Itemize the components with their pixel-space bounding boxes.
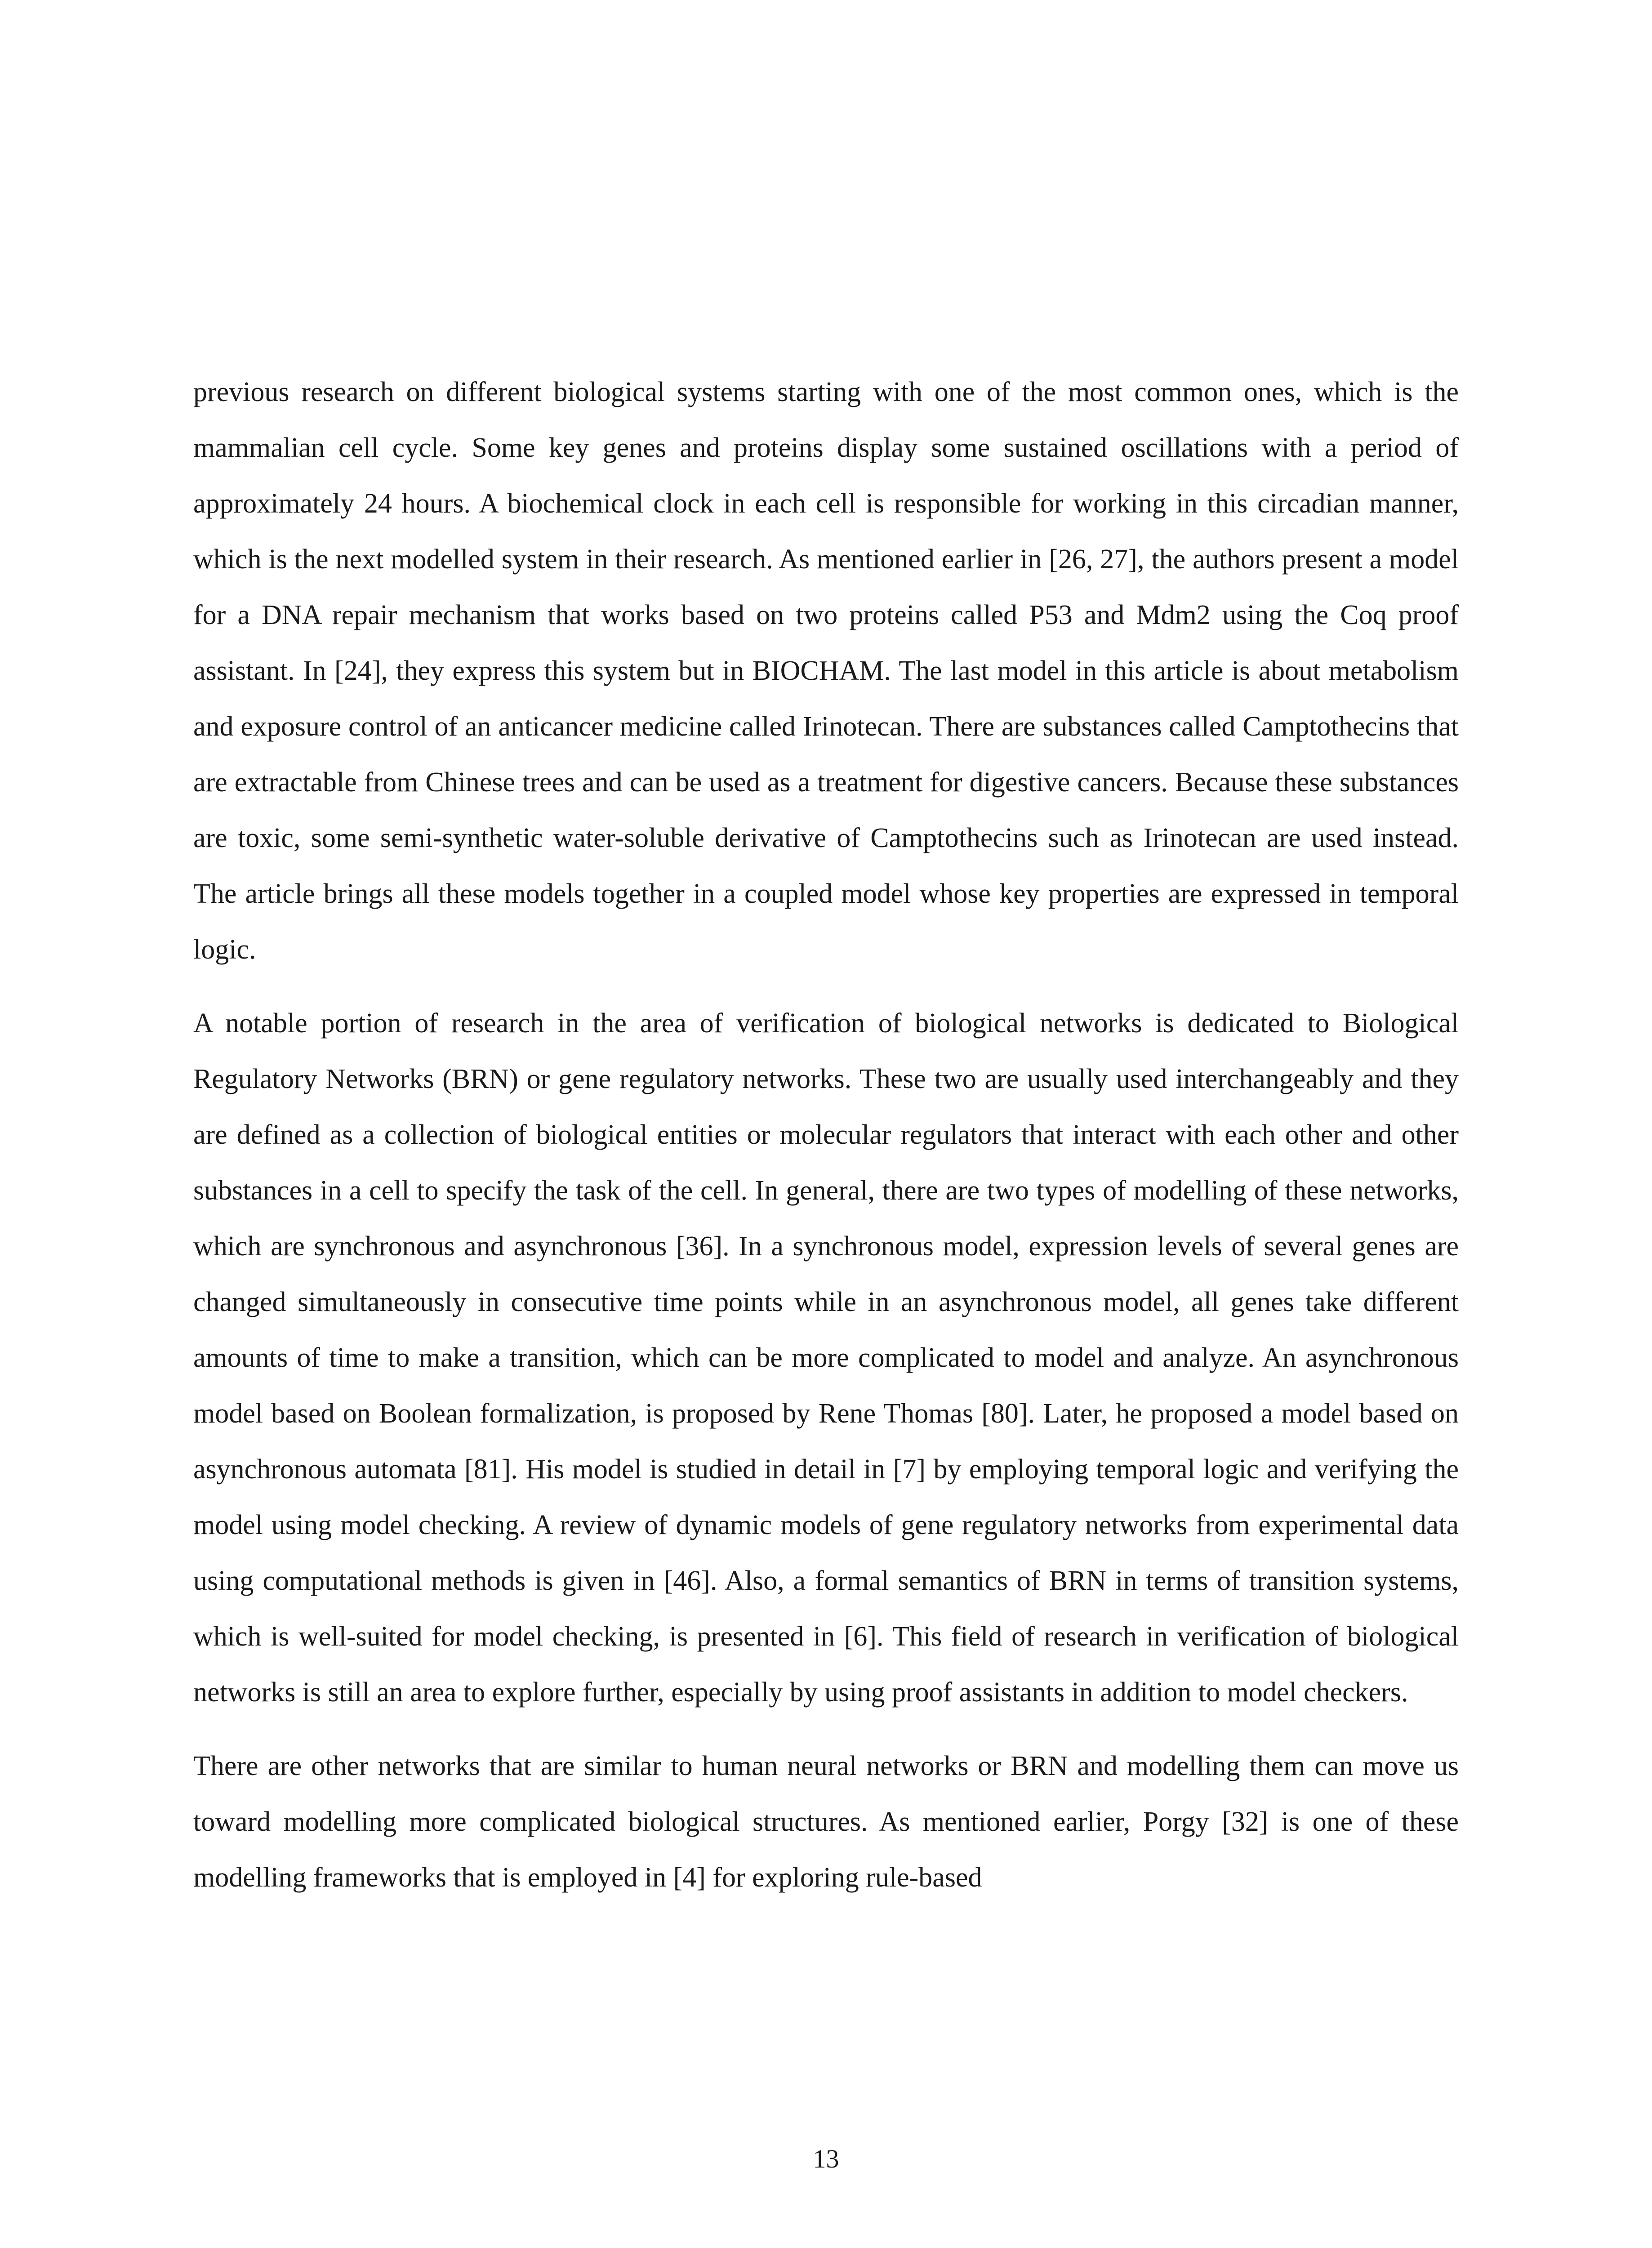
paragraph-1: previous research on different biological systems starting with one of the most common ones, which is the mammalian cell cycle. Some key genes and proteins display some sustained oscillations with a period of approximately 24 hours. A biochemical clock in each cell is responsible for working in this circadian manner, which is the next modelled system in their research. As mentioned earlier in [26, 27], the authors present a model for a DNA repair mechanism that works based on two proteins called P53 and Mdm2 using the Coq proof assistant. In [24], they express this system but in BIOCHAM. The last model in this article is about metabolism and exposure control of an anticancer medicine called Irinotecan. There are substances called Camptothecins that are extractable from Chinese trees and can be used as a treatment for digestive cancers. Because these substances are toxic, some semi-synthetic water-soluble derivative of Camptothecins such as Irinotecan are used instead. The article brings all these models together in a coupled model whose key properties are expressed in temporal logic.: [193, 377, 1459, 965]
page-number: 13: [813, 2144, 839, 2173]
paragraph-3: There are other networks that are similar to human neural networks or BRN and modelling them can move us toward modelling more complicated biological structures. As mentioned earlier, Porgy [32] is one of these modelling frameworks that is employed in [4] for exploring rule-based: [193, 1751, 1459, 1893]
body-text: [193, 364, 1459, 1923]
paragraph-2: A notable portion of research in the area of verification of biological networks is dedicated to Biological Regulatory Networks (BRN) or gene regulatory networks. These two are usually used interchangeably and they are defined as a collection of biological entities or molecular regulators that interact with each other and other substances in a cell to specify the task of the cell. In general, there are two types of modelling of these networks, which are synchronous and asynchronous [36]. In a synchronous model, expression levels of several genes are changed simultaneously in consecutive time points while in an asynchronous model, all genes take different amounts of time to make a transition, which can be more complicated to model and analyze. An asynchronous model based on Boolean formalization, is proposed by Rene Thomas [80]. Later, he proposed a model based on asynchronous automata [81]. His model is studied in detail in [7] by employing temporal logic and verifying the model using model checking. A review of dynamic models of gene regulatory networks from experimental data using computational methods is given in [46]. Also, a formal semantics of BRN in terms of transition systems, which is well-suited for model checking, is presented in [6]. This field of research in verification of biological networks is still an area to explore further, especially by using proof assistants in addition to model checkers.: [193, 1008, 1459, 1708]
